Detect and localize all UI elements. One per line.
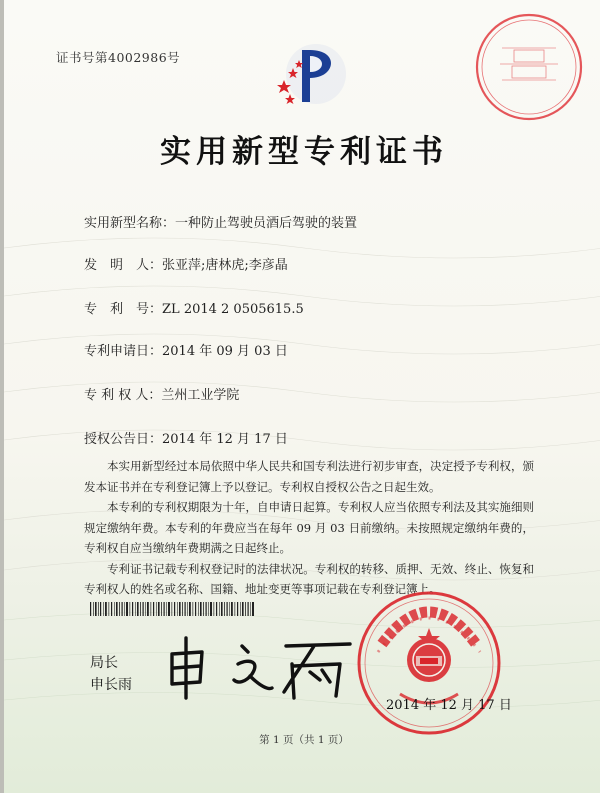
patent-number-row (84, 298, 304, 317)
utility-model-name-label: 实用新型名称： (84, 216, 176, 231)
director-signature (164, 632, 354, 704)
utility-model-name-value: 一种防止驾驶员酒后驾驶的装置 (175, 216, 358, 231)
patent-number-value: ZL 2014 2 0505615.5 (162, 302, 304, 317)
patent-number-label: 专 利 号： (84, 302, 163, 317)
grant-date-label: 授权公告日： (84, 432, 163, 447)
inventor-label: 发 明 人： (84, 258, 163, 273)
barcode (90, 602, 256, 616)
grant-date-row (84, 428, 288, 447)
patentee-row (84, 384, 239, 403)
issue-date: 2014 年 12 月 17 日 (386, 698, 512, 713)
certificate-number: 证书号第4002986号 (56, 50, 181, 65)
grant-date-value: 2014 年 12 月 17 日 (162, 432, 288, 447)
agency-corner-stamp (472, 10, 586, 124)
certificate-title: 实用新型专利证书 (160, 134, 448, 170)
inventor-row (84, 254, 288, 273)
utility-model-name-row (84, 212, 357, 231)
body-paragraph-3: 专利证书记载专利权登记时的法律状况。专利权的转移、质押、无效、终止、恢复和专利权人的姓名或名称、国籍、地址变更等事项记载在专利登记簿上。 (84, 561, 534, 596)
inventor-value: 张亚萍;唐林虎;李彦晶 (162, 258, 288, 273)
patentee-value: 兰州工业学院 (161, 388, 240, 403)
body-paragraph-1: 本实用新型经过本局依照中华人民共和国专利法进行初步审查，决定授予专利权，颁发本证书并在专利登记簿上予以登记。专利权自授权公告之日起生效。 (84, 459, 534, 494)
patentee-label: 专 利 权 人： (84, 388, 162, 403)
filing-date-row (84, 340, 288, 359)
filing-date-value: 2014 年 09 月 03 日 (162, 344, 288, 359)
certificate-body (84, 456, 534, 600)
director-title: 局长 (90, 655, 118, 671)
page-footer: 第 1 页（共 1 页） (259, 734, 349, 746)
body-paragraph-2: 本专利的专利权期限为十年，自申请日起算。专利权人应当依照专利法及其实施细则规定缴纳年费。本专利的年费应当在每年 09 月 03 日前缴纳。未按照规定缴纳年费的，专利权自应当缴纳年费期满之日起终止。 (84, 500, 534, 555)
director-name: 申长雨 (90, 677, 132, 693)
cnipa-logo (266, 38, 366, 110)
national-seal (356, 590, 502, 736)
filing-date-label: 专利申请日： (84, 344, 163, 359)
